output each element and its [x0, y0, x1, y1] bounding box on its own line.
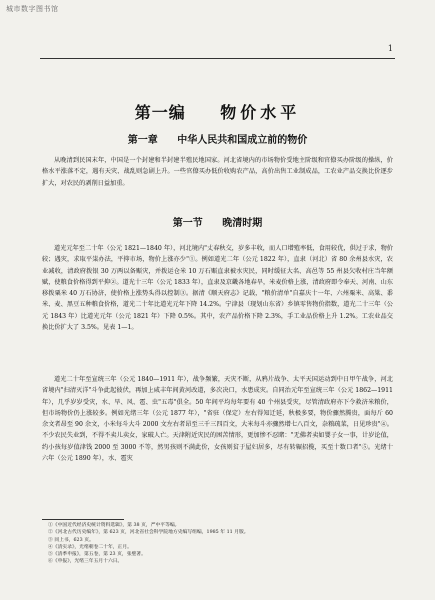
chapter-title — [0, 131, 435, 146]
chapter-label: 第一章 — [127, 135, 158, 146]
footnote-item: ④《清实录》，光绪朝卷二十年，正月。 — [48, 544, 132, 550]
footnote-item: ⑤《清季申报》，第五卷，第 23 页，张璧著。 — [48, 552, 146, 558]
intro-paragraph: 从晚清到民国末年，中国是一个封建和半封建半殖民地国家。河北省境内的市场物价受地主阶级和官僚买办阶级的操纵，价格水平涨落不定，遇有天灾、战乱则急剧上升。一些官僚买办低价收购农产品，高价出售工业制成品，工农业产品交换比价逐步扩大，对农民的剥削日益加重。 — [42, 157, 393, 187]
body-paragraph: 道光二十年至宣统三年（公元 1840—1911 年），战争频繁，天灾不断，从鸦片战争、太平天国运动到中日甲午战争，河北省境内"扫清灭洋"斗争此起彼伏，再加上咸丰年间黄河改道，多次决口，水患成灾。自同治元年至宣统三年（公元 1862—1911 年），几乎岁岁受灾，水、旱、风、雹、虫"五毒"俱全。50 年间平均每年要有 40 个州县受灾，尽管清政府亦下令救济米粮价，但市场物价仍上涨较多。例如光绪三年（公元 1877 年），"省驻（保定）左右得知迁延，秋极多要，物价骤然腾贵，面每斤 60 余文者昂至 90 余文，小米每斗大斗 2000 文左右者昂至三千三四百文，大米每斗亦骤然增七八百文，杂粮疏菜，日见珍贵"④。不少农民失业到，不得不卖儿卖女，家破人亡。天津附近灾民的困苦情形，更加惨不忍睹："无佛者卖如婴子女一事，计岁论值，约小孩每岁值津钱 2000 至 3000 不等，然男孩则不满此价，女孩则贫于屋妇居多，尽有转辗招揽，买至十数口者"⑤。光绪十六年（公元 1890 年），水、雹灾 — [42, 376, 393, 463]
footnote-item: ③ 同上书，623 页。 — [48, 537, 94, 543]
section-label: 第一节 — [172, 218, 203, 229]
footnote-rule — [42, 519, 124, 520]
body-paragraph: 道光元年至二十年（公元 1821—1840 年），河北境内"丈春秋交，岁多丰收，而人口增殖率低，食用较优，供过于求，物价较；遇灾，求取平粜办法，平抑市场，物价上涨亦少"①。例如道光二年（公元 1822 年），直隶（河北）省 80 余州县水灾，农业减收，清政府拨银 30 万两以备赈灾，并拨运仓米 10 万石赈直隶被水灾民，同时缓征大名、高邑等 55 州县欠收村庄当年额赋，使粮食价格得到平抑②。道光十三年（公元 1833 年），直隶及京畿各地春旱，米麦价格上涨，清政府即令奉天、河南、山东移拨粟米 40 万石协济，使价格上涨势头得以控制③。据清《顺天府志》记载，"粮价清单"自嘉庆十一年、六州粟米、高粱、黍米、麦、黑豆五种粮食价格，道光二十年比道光元年下降 14.2%。宁津县（现划山东省）乡镇零售物价指数，道光二十三年（公元 1843 年）比道光元年（公元 1821 年）下降 0.5%。其中，农产品价格下降 2.3%，手工业品价格上升 1.2%。工农业品交换比价扩大了 3.5%。见表 1—1。 — [42, 245, 393, 332]
part-label: 第一编 — [134, 103, 186, 122]
chapter-name: 中华人民共和国成立前的物价 — [177, 135, 308, 146]
part-name: 物价水平 — [220, 103, 301, 122]
footnote-item: ①《中国近代经济史统计资料选辑》，第 38 页，严中平等编。 — [48, 523, 180, 528]
footnotes — [48, 522, 388, 566]
page-number: 1 — [387, 44, 393, 53]
scan-watermark: 城市数字图书馆 — [6, 5, 59, 13]
footnote-item: ②《河北古代历史编年》，第 623 页，河北省社会科学院地方史编写组编，1985 年 11 月版。 — [48, 530, 249, 536]
part-title — [0, 100, 435, 123]
section-name: 晚清时期 — [222, 218, 263, 229]
header-rule — [40, 58, 395, 59]
section-title — [0, 214, 435, 229]
footnote-item: ⑥《申报》，光绪三年五月十六日。 — [48, 559, 123, 565]
